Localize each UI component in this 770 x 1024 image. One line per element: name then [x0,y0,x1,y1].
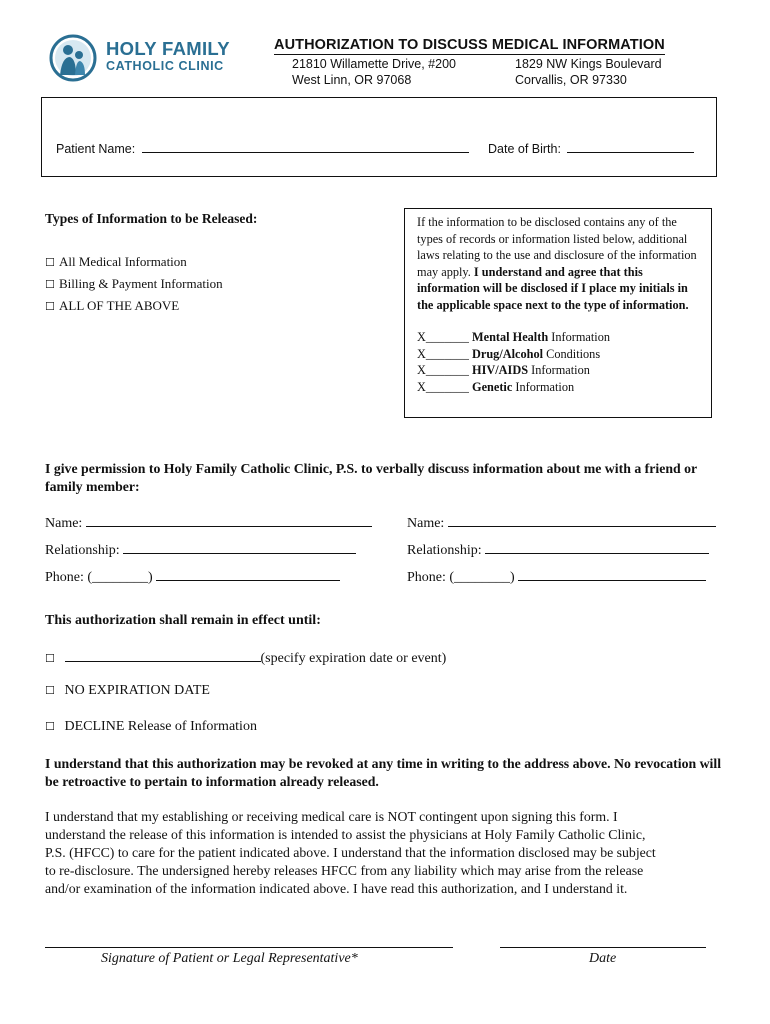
understanding-paragraph: I understand that my establishing or receiving medical care is NOT contingent upon signing this form. I understand the release of this information is intended to assist the physicians at Holy Family Catholic Clinic, P.S. (HFCC) to care for the patient indicated above. I understand that the information disclosed may be subject to re-disclosure. The undersigned hereby releases HFCC from any liability which may arise from the release and/or examination of the information indicated above. I have read this authorization, and I understand it. [45,809,656,896]
option-all-medical[interactable]: ☐ All Medical Information [45,251,223,273]
initial-hiv-aids[interactable]: X_______ HIV/AIDS Information [417,363,590,377]
patient-info-box [41,97,717,177]
checkbox-icon[interactable]: ☐ [45,256,55,269]
contact2-relationship-field[interactable] [485,541,709,554]
checkbox-icon[interactable]: ☐ [45,278,55,291]
contact2-phone-row [407,568,706,586]
signature-field[interactable] [45,947,453,948]
info-types-heading: Types of Information to be Released: [45,211,258,226]
initials-list [417,329,701,395]
checkbox-icon[interactable]: ☐ [45,684,55,697]
logo-line-1: HOLY FAMILY [106,38,230,59]
dob-field[interactable] [567,140,694,153]
patient-name-field[interactable] [142,140,469,153]
patient-name-label: Patient Name: [56,142,136,156]
effect-option-date[interactable]: ☐ (specify expiration date or event) [45,651,447,666]
permission-statement: I give permission to Holy Family Catholic Clinic, P.S. to verbally discuss information about me with a friend or family member: [45,461,697,494]
contact2-phone-number-field[interactable] [518,568,706,581]
contact1-name-row: Name: [45,514,372,532]
revoke-statement: I understand that this authorization may be revoked at any time in writing to the address above. No revocation will be retroactive to pertain to information already released. [45,756,722,789]
dob-label: Date of Birth: [488,142,561,156]
initial-genetic[interactable]: X_______ Genetic Information [417,379,575,394]
address-west-linn: 21810 Willamette Drive, #200 West Linn, OR 97068 [292,57,456,87]
effect-option-decline[interactable]: ☐ DECLINE Release of Information [45,719,257,734]
option-all-above[interactable]: ☐ ALL OF THE ABOVE [45,295,223,317]
clinic-logo [48,33,248,85]
contact1-name-field[interactable] [86,514,372,527]
date-label: Date [589,951,617,966]
effect-option-no-expiration[interactable]: ☐ NO EXPIRATION DATE [45,683,210,698]
signature-label: Signature of Patient or Legal Representative* [101,951,358,966]
contact1-phone-row [45,568,340,586]
contact2-name-row: Name: [407,514,716,532]
address-corvallis: 1829 NW Kings Boulevard Corvallis, OR 97330 [515,57,662,87]
expiration-field[interactable] [65,649,261,662]
initial-mental-health[interactable]: X_______ Mental Health Information [417,330,610,344]
contact1-relationship-row: Relationship: [45,541,356,559]
checkbox-icon[interactable]: ☐ [45,300,55,313]
form-title: AUTHORIZATION TO DISCUSS MEDICAL INFORMATION [274,37,665,53]
info-types-list [45,251,223,317]
contact2-relationship-row: Relationship: [407,541,709,559]
contact1-phone-number-field[interactable] [156,568,340,581]
checkbox-icon[interactable]: ☐ [45,720,55,733]
contact2-name-field[interactable] [448,514,716,527]
contact1-phone-field[interactable]: Phone: (________) [45,570,153,585]
special-records-text: If the information to be disclosed contains any of the types of records or information listed below, additional laws relating to the use and disclosure of the information may apply. I understand and agree that this information will be disclosed if I place my initials in the applicable space next to the type of information. [417,215,697,312]
date-field[interactable] [500,947,706,948]
special-records-box [404,208,712,418]
effect-heading: This authorization shall remain in effect until: [45,613,321,628]
contact1-relationship-field[interactable] [123,541,356,554]
logo-line-2: CATHOLIC CLINIC [106,59,224,73]
initial-drug-alcohol[interactable]: X_______ Drug/Alcohol Conditions [417,346,601,361]
holy-family-emblem-icon [48,33,98,83]
contact2-phone-field[interactable]: Phone: (________) [407,570,515,585]
checkbox-icon[interactable]: ☐ [45,652,55,665]
option-billing[interactable]: ☐ Billing & Payment Information [45,273,223,295]
